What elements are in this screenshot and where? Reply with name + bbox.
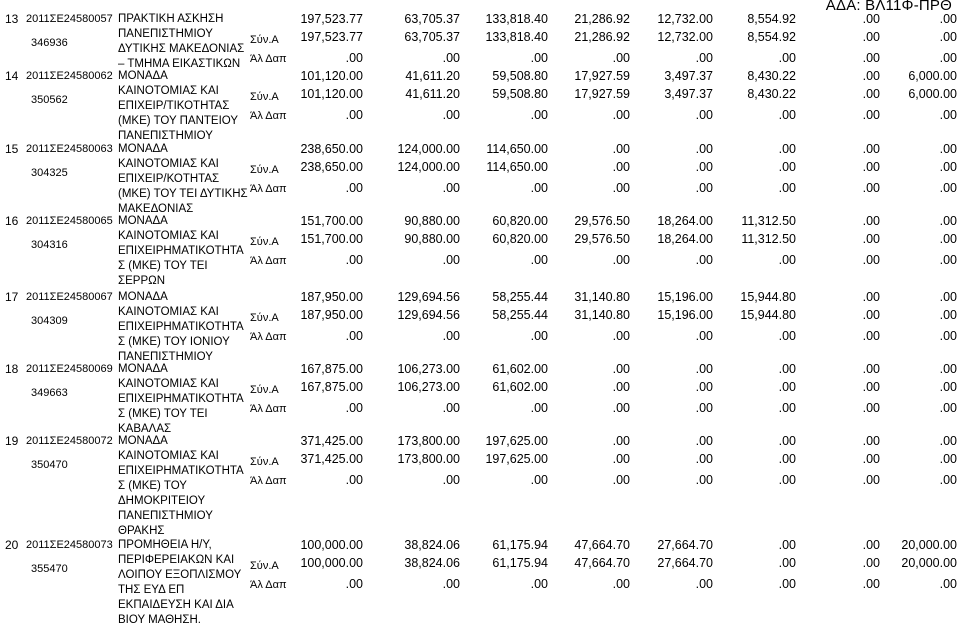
other-col4-value: .00 xyxy=(612,108,630,122)
other-col8-value: .00 xyxy=(939,253,957,267)
main-col2-value: 106,273.00 xyxy=(397,362,460,376)
main-col5-value: .00 xyxy=(695,434,713,448)
main-col6-value: .00 xyxy=(778,142,796,156)
sum-col7-value: .00 xyxy=(862,556,880,570)
other-col2-value: .00 xyxy=(442,577,460,591)
main-col6-value: 8,554.92 xyxy=(747,12,796,26)
other-col5-value: .00 xyxy=(695,51,713,65)
main-col4-value: .00 xyxy=(612,142,630,156)
main-col6-value: 8,430.22 xyxy=(747,69,796,83)
sum-col8-value: .00 xyxy=(939,308,957,322)
sum-total-value: 100,000.00 xyxy=(300,556,363,570)
other-col6-value: .00 xyxy=(778,51,796,65)
main-col8-value: .00 xyxy=(939,142,957,156)
other-expense-label: Άλ Δαπ xyxy=(250,331,287,343)
main-col8-value: .00 xyxy=(939,290,957,304)
sum-col8-value: .00 xyxy=(939,452,957,466)
other-col7-value: .00 xyxy=(862,329,880,343)
sum-col7-value: .00 xyxy=(862,87,880,101)
row-description-line: ΕΠΙΧΕΙΡ/ΤΙΚΟΤΗΤΑΣ xyxy=(118,100,230,112)
main-col5-value: 27,664.70 xyxy=(657,538,713,552)
other-col2-value: .00 xyxy=(442,473,460,487)
other-col7-value: .00 xyxy=(862,108,880,122)
sum-col4-value: 47,664.70 xyxy=(574,556,630,570)
row-description-line: ΚΑΒΑΛΑΣ xyxy=(118,423,172,435)
row-index: 16 xyxy=(5,214,19,228)
row-description-line: ΜΟΝΑΔΑ xyxy=(118,215,168,227)
other-col6-value: .00 xyxy=(778,329,796,343)
main-col6-value: .00 xyxy=(778,434,796,448)
row-description-line: ΠΑΝΕΠΙΣΤΗΜΙΟΥ xyxy=(118,351,213,363)
sum-col5-value: 12,732.00 xyxy=(657,30,713,44)
row-description-line: ΚΑΙΝΟΤΟΜΙΑΣ ΚΑΙ xyxy=(118,230,219,242)
sum-col2-value: 63,705.37 xyxy=(404,30,460,44)
other-col7-value: .00 xyxy=(862,577,880,591)
other-col2-value: .00 xyxy=(442,329,460,343)
other-col8-value: .00 xyxy=(939,473,957,487)
row-description-line: ΜΟΝΑΔΑ xyxy=(118,143,168,155)
row-code: 2011ΣΕ24580072 xyxy=(26,435,113,447)
main-col6-value: 15,944.80 xyxy=(740,290,796,304)
row-description-line: ΔΗΜΟΚΡΙΤΕΙΟΥ xyxy=(118,495,206,507)
sum-total-value: 371,425.00 xyxy=(300,452,363,466)
row-description-line: ΔΥΤΙΚΗΣ ΜΑΚΕΔΟΝΙΑΣ xyxy=(118,43,245,55)
row-description-line: ΜΟΝΑΔΑ xyxy=(118,363,168,375)
other-col5-value: .00 xyxy=(695,253,713,267)
main-col2-value: 173,800.00 xyxy=(397,434,460,448)
sum-col5-value: 27,664.70 xyxy=(657,556,713,570)
other-col5-value: .00 xyxy=(695,181,713,195)
other-col5-value: .00 xyxy=(695,108,713,122)
row-description-line: Σ (ΜΚΕ) ΤΟΥ ΙΟΝΙΟΥ xyxy=(118,336,230,348)
other-col6-value: .00 xyxy=(778,108,796,122)
other-col8-value: .00 xyxy=(939,51,957,65)
row-description-line: Σ (ΜΚΕ) ΤΟΥ xyxy=(118,480,187,492)
row-description-line: ΠΡΑΚΤΙΚΗ ΑΣΚΗΣΗ xyxy=(118,13,224,25)
other-col3-value: .00 xyxy=(530,329,548,343)
sum-col8-value: 6,000.00 xyxy=(908,87,957,101)
sum-label: Σύν.Α xyxy=(250,91,279,103)
sum-label: Σύν.Α xyxy=(250,560,279,572)
sum-col6-value: .00 xyxy=(778,452,796,466)
sum-total-value: 167,875.00 xyxy=(300,380,363,394)
main-col8-value: 6,000.00 xyxy=(908,69,957,83)
main-col4-value: .00 xyxy=(612,362,630,376)
row-sub-code: 355470 xyxy=(31,563,68,575)
sum-col7-value: .00 xyxy=(862,30,880,44)
other-col6-value: .00 xyxy=(778,181,796,195)
main-col6-value: 11,312.50 xyxy=(741,214,796,228)
sum-col6-value: 15,944.80 xyxy=(740,308,796,322)
other-col6-value: .00 xyxy=(778,473,796,487)
row-index: 18 xyxy=(5,362,19,376)
main-col5-value: .00 xyxy=(695,142,713,156)
sum-col6-value: .00 xyxy=(778,556,796,570)
row-description-line: ΛΟΙΠΟΥ ΕΞΟΠΛΙΣΜΟΥ xyxy=(118,569,242,581)
sum-col3-value: 61,175.94 xyxy=(492,556,548,570)
row-description-line: ΚΑΙΝΟΤΟΜΙΑΣ ΚΑΙ xyxy=(118,450,219,462)
sum-col2-value: 124,000.00 xyxy=(397,160,460,174)
main-total-value: 167,875.00 xyxy=(300,362,363,376)
row-index: 14 xyxy=(5,69,19,83)
ada-code: ΑΔΑ: ΒΛ11Φ-ΠΡΘ xyxy=(825,0,952,14)
main-col7-value: .00 xyxy=(862,69,880,83)
other-col2-value: .00 xyxy=(442,401,460,415)
row-description-line: ΜΟΝΑΔΑ xyxy=(118,291,168,303)
row-sub-code: 304316 xyxy=(31,239,68,251)
sum-col3-value: 58,255.44 xyxy=(492,308,548,322)
sum-col5-value: .00 xyxy=(695,380,713,394)
other-col3-value: .00 xyxy=(530,577,548,591)
other-total-value: .00 xyxy=(345,401,363,415)
main-col6-value: .00 xyxy=(778,538,796,552)
main-col2-value: 41,611.20 xyxy=(405,69,460,83)
row-description-line: ΕΚΠΑΙΔΕΥΣΗ ΚΑΙ ΔΙΑ xyxy=(118,599,234,611)
sum-col4-value: 29,576.50 xyxy=(574,232,630,246)
main-col5-value: 3,497.37 xyxy=(664,69,713,83)
sum-col4-value: .00 xyxy=(612,380,630,394)
main-col5-value: 18,264.00 xyxy=(657,214,713,228)
main-col3-value: 58,255.44 xyxy=(492,290,548,304)
sum-col4-value: 31,140.80 xyxy=(574,308,630,322)
row-description-line: (ΜΚΕ) ΤΟΥ ΤΕΙ ΔΥΤΙΚΗΣ xyxy=(118,188,248,200)
sum-col5-value: 18,264.00 xyxy=(657,232,713,246)
main-col2-value: 38,824.06 xyxy=(404,538,460,552)
sum-col2-value: 38,824.06 xyxy=(404,556,460,570)
row-sub-code: 350470 xyxy=(31,459,68,471)
main-col4-value: 47,664.70 xyxy=(574,538,630,552)
main-col8-value: .00 xyxy=(939,434,957,448)
other-col2-value: .00 xyxy=(442,181,460,195)
main-col4-value: 17,927.59 xyxy=(574,69,630,83)
row-description-line: ΜΑΚΕΔΟΝΙΑΣ xyxy=(118,203,194,215)
sum-col5-value: 3,497.37 xyxy=(664,87,713,101)
other-col5-value: .00 xyxy=(695,329,713,343)
sum-label: Σύν.Α xyxy=(250,384,279,396)
row-index: 15 xyxy=(5,142,19,156)
other-col4-value: .00 xyxy=(612,253,630,267)
main-col7-value: .00 xyxy=(862,362,880,376)
row-description-line: ΠΑΝΕΠΙΣΤΗΜΙΟΥ xyxy=(118,130,213,142)
main-total-value: 371,425.00 xyxy=(300,434,363,448)
other-col4-value: .00 xyxy=(612,181,630,195)
main-col3-value: 61,175.94 xyxy=(492,538,548,552)
main-col8-value: .00 xyxy=(939,12,957,26)
other-col7-value: .00 xyxy=(862,51,880,65)
row-description-line: ΚΑΙΝΟΤΟΜΙΑΣ ΚΑΙ xyxy=(118,158,219,170)
other-col3-value: .00 xyxy=(530,108,548,122)
main-col2-value: 124,000.00 xyxy=(397,142,460,156)
main-col3-value: 59,508.80 xyxy=(492,69,548,83)
row-description-line: ΕΠΙΧΕΙΡΗΜΑΤΙΚΟΤΗΤΑ xyxy=(118,465,244,477)
sum-total-value: 197,523.77 xyxy=(300,30,363,44)
other-col4-value: .00 xyxy=(612,329,630,343)
main-col3-value: 114,650.00 xyxy=(486,142,548,156)
sum-total-value: 187,950.00 xyxy=(300,308,363,322)
other-col2-value: .00 xyxy=(442,108,460,122)
other-col8-value: .00 xyxy=(939,401,957,415)
row-description-line: ΕΠΙΧΕΙΡΗΜΑΤΙΚΟΤΗΤΑ xyxy=(118,393,244,405)
other-total-value: .00 xyxy=(345,473,363,487)
row-sub-code: 349663 xyxy=(31,387,68,399)
sum-col8-value: .00 xyxy=(939,232,957,246)
sum-col4-value: .00 xyxy=(612,160,630,174)
sum-col2-value: 106,273.00 xyxy=(397,380,460,394)
sum-total-value: 151,700.00 xyxy=(300,232,363,246)
sum-col6-value: .00 xyxy=(778,380,796,394)
sum-col7-value: .00 xyxy=(862,160,880,174)
sum-col7-value: .00 xyxy=(862,380,880,394)
other-col3-value: .00 xyxy=(530,473,548,487)
row-description-line: ΕΠΙΧΕΙΡΗΜΑΤΙΚΟΤΗΤΑ xyxy=(118,245,244,257)
other-col7-value: .00 xyxy=(862,181,880,195)
sum-col7-value: .00 xyxy=(862,232,880,246)
main-col2-value: 90,880.00 xyxy=(404,214,460,228)
sum-col4-value: .00 xyxy=(612,452,630,466)
row-description-line: (ΜΚΕ) ΤΟΥ ΠΑΝΤΕΙΟΥ xyxy=(118,115,239,127)
other-total-value: .00 xyxy=(345,329,363,343)
sum-col4-value: 17,927.59 xyxy=(574,87,630,101)
other-expense-label: Άλ Δαπ xyxy=(250,183,287,195)
other-col8-value: .00 xyxy=(939,577,957,591)
other-col8-value: .00 xyxy=(939,181,957,195)
other-col6-value: .00 xyxy=(778,577,796,591)
other-total-value: .00 xyxy=(345,253,363,267)
other-col5-value: .00 xyxy=(695,473,713,487)
main-total-value: 100,000.00 xyxy=(300,538,363,552)
sum-col7-value: .00 xyxy=(862,452,880,466)
other-total-value: .00 xyxy=(345,108,363,122)
sum-col2-value: 173,800.00 xyxy=(397,452,460,466)
row-description-line: ΕΠΙΧΕΙΡ/ΚΟΤΗΤΑΣ xyxy=(118,173,220,185)
main-col7-value: .00 xyxy=(862,142,880,156)
other-col7-value: .00 xyxy=(862,401,880,415)
main-col8-value: .00 xyxy=(939,362,957,376)
main-col7-value: .00 xyxy=(862,214,880,228)
row-description-line: ΠΡΟΜΗΘΕΙΑ Η/Υ, xyxy=(118,539,212,551)
other-col2-value: .00 xyxy=(442,253,460,267)
sum-col8-value: .00 xyxy=(939,380,957,394)
sum-col6-value: 8,554.92 xyxy=(747,30,796,44)
main-col8-value: 20,000.00 xyxy=(901,538,957,552)
row-description-line: ΣΕΡΡΩΝ xyxy=(118,275,166,287)
row-description-line: ΠΕΡΙΦΕΡΕΙΑΚΩΝ ΚΑΙ xyxy=(118,554,235,566)
row-code: 2011ΣΕ24580065 xyxy=(26,215,113,227)
sum-col5-value: .00 xyxy=(695,160,713,174)
sum-col6-value: .00 xyxy=(778,160,796,174)
main-col6-value: .00 xyxy=(778,362,796,376)
row-description-line: Σ (ΜΚΕ) ΤΟΥ ΤΕΙ xyxy=(118,260,208,272)
other-col4-value: .00 xyxy=(612,401,630,415)
row-code: 2011ΣΕ24580057 xyxy=(26,13,113,25)
other-col3-value: .00 xyxy=(530,181,548,195)
row-description-line: ΜΟΝΑΔΑ xyxy=(118,70,168,82)
row-code: 2011ΣΕ24580069 xyxy=(26,363,113,375)
other-col7-value: .00 xyxy=(862,253,880,267)
other-expense-label: Άλ Δαπ xyxy=(250,579,287,591)
sum-col3-value: 61,602.00 xyxy=(492,380,548,394)
main-col3-value: 197,625.00 xyxy=(485,434,548,448)
sum-col2-value: 129,694.56 xyxy=(397,308,460,322)
sum-col5-value: .00 xyxy=(695,452,713,466)
main-total-value: 187,950.00 xyxy=(300,290,363,304)
main-col2-value: 63,705.37 xyxy=(404,12,460,26)
sum-total-value: 238,650.00 xyxy=(300,160,363,174)
row-index: 19 xyxy=(5,434,19,448)
sum-col2-value: 90,880.00 xyxy=(404,232,460,246)
other-col8-value: .00 xyxy=(939,108,957,122)
sum-col4-value: 21,286.92 xyxy=(574,30,630,44)
other-col3-value: .00 xyxy=(530,401,548,415)
main-col4-value: .00 xyxy=(612,434,630,448)
other-col3-value: .00 xyxy=(530,253,548,267)
other-col4-value: .00 xyxy=(612,473,630,487)
sum-col8-value: .00 xyxy=(939,160,957,174)
row-description-line: ΚΑΙΝΟΤΟΜΙΑΣ ΚΑΙ xyxy=(118,306,219,318)
row-index: 13 xyxy=(5,12,19,26)
main-col3-value: 60,820.00 xyxy=(492,214,548,228)
sum-col5-value: 15,196.00 xyxy=(657,308,713,322)
sum-col3-value: 114,650.00 xyxy=(486,160,548,174)
other-col4-value: .00 xyxy=(612,51,630,65)
sum-label: Σύν.Α xyxy=(250,312,279,324)
row-code: 2011ΣΕ24580067 xyxy=(26,291,113,303)
sum-label: Σύν.Α xyxy=(250,236,279,248)
main-total-value: 101,120.00 xyxy=(300,69,363,83)
sum-col2-value: 41,611.20 xyxy=(405,87,460,101)
row-sub-code: 350562 xyxy=(31,94,68,106)
main-col5-value: .00 xyxy=(695,362,713,376)
other-col8-value: .00 xyxy=(939,329,957,343)
main-total-value: 197,523.77 xyxy=(300,12,363,26)
sum-col3-value: 133,818.40 xyxy=(485,30,548,44)
other-col6-value: .00 xyxy=(778,253,796,267)
row-index: 17 xyxy=(5,290,19,304)
other-col7-value: .00 xyxy=(862,473,880,487)
other-expense-label: Άλ Δαπ xyxy=(250,53,287,65)
main-col2-value: 129,694.56 xyxy=(397,290,460,304)
row-sub-code: 304325 xyxy=(31,167,68,179)
row-index: 20 xyxy=(5,538,19,552)
row-code: 2011ΣΕ24580063 xyxy=(26,143,113,155)
row-description-line: ΕΠΙΧΕΙΡΗΜΑΤΙΚΟΤΗΤΑ xyxy=(118,321,244,333)
row-description-line: – ΤΜΗΜΑ ΕΙΚΑΣΤΙΚΩΝ xyxy=(118,58,241,70)
main-total-value: 151,700.00 xyxy=(300,214,363,228)
other-col5-value: .00 xyxy=(695,577,713,591)
sum-label: Σύν.Α xyxy=(250,34,279,46)
other-col4-value: .00 xyxy=(612,577,630,591)
sum-col6-value: 11,312.50 xyxy=(741,232,796,246)
row-description-line: ΚΑΙΝΟΤΟΜΙΑΣ ΚΑΙ xyxy=(118,85,219,97)
main-col7-value: .00 xyxy=(862,12,880,26)
sum-label: Σύν.Α xyxy=(250,456,279,468)
row-description-line: Σ (ΜΚΕ) ΤΟΥ ΤΕΙ xyxy=(118,408,208,420)
row-sub-code: 346936 xyxy=(31,37,68,49)
main-col7-value: .00 xyxy=(862,434,880,448)
main-col8-value: .00 xyxy=(939,214,957,228)
main-col4-value: 31,140.80 xyxy=(574,290,630,304)
row-description-line: ΚΑΙΝΟΤΟΜΙΑΣ ΚΑΙ xyxy=(118,378,219,390)
other-col3-value: .00 xyxy=(530,51,548,65)
main-col3-value: 133,818.40 xyxy=(485,12,548,26)
other-total-value: .00 xyxy=(345,577,363,591)
sum-col8-value: .00 xyxy=(939,30,957,44)
sum-col3-value: 60,820.00 xyxy=(492,232,548,246)
sum-label: Σύν.Α xyxy=(250,164,279,176)
main-col5-value: 15,196.00 xyxy=(657,290,713,304)
other-total-value: .00 xyxy=(345,51,363,65)
main-col4-value: 29,576.50 xyxy=(574,214,630,228)
sum-col3-value: 59,508.80 xyxy=(492,87,548,101)
sum-col7-value: .00 xyxy=(862,308,880,322)
main-col7-value: .00 xyxy=(862,290,880,304)
main-col3-value: 61,602.00 xyxy=(492,362,548,376)
other-expense-label: Άλ Δαπ xyxy=(250,110,287,122)
row-description-line: ΜΟΝΑΔΑ xyxy=(118,435,168,447)
other-col2-value: .00 xyxy=(442,51,460,65)
sum-col8-value: 20,000.00 xyxy=(901,556,957,570)
other-expense-label: Άλ Δαπ xyxy=(250,255,287,267)
main-col7-value: .00 xyxy=(862,538,880,552)
other-col5-value: .00 xyxy=(695,401,713,415)
sum-total-value: 101,120.00 xyxy=(300,87,363,101)
sum-col6-value: 8,430.22 xyxy=(747,87,796,101)
other-col6-value: .00 xyxy=(778,401,796,415)
row-description-line: ΒΙΟΥ ΜΑΘΗΣΗ. xyxy=(118,614,201,626)
main-col5-value: 12,732.00 xyxy=(657,12,713,26)
other-expense-label: Άλ Δαπ xyxy=(250,403,287,415)
other-expense-label: Άλ Δαπ xyxy=(250,475,287,487)
sum-col3-value: 197,625.00 xyxy=(485,452,548,466)
row-description-line: ΠΑΝΕΠΙΣΤΗΜΙΟΥ xyxy=(118,28,213,40)
row-description-line: ΤΗΣ ΕΥΔ ΕΠ xyxy=(118,584,185,596)
row-sub-code: 304309 xyxy=(31,315,68,327)
row-code: 2011ΣΕ24580073 xyxy=(26,539,113,551)
row-description-line: ΘΡΑΚΗΣ xyxy=(118,525,165,537)
row-description-line: ΠΑΝΕΠΙΣΤΗΜΙΟΥ xyxy=(118,510,213,522)
main-col4-value: 21,286.92 xyxy=(574,12,630,26)
other-total-value: .00 xyxy=(345,181,363,195)
row-code: 2011ΣΕ24580062 xyxy=(26,70,113,82)
main-total-value: 238,650.00 xyxy=(300,142,363,156)
